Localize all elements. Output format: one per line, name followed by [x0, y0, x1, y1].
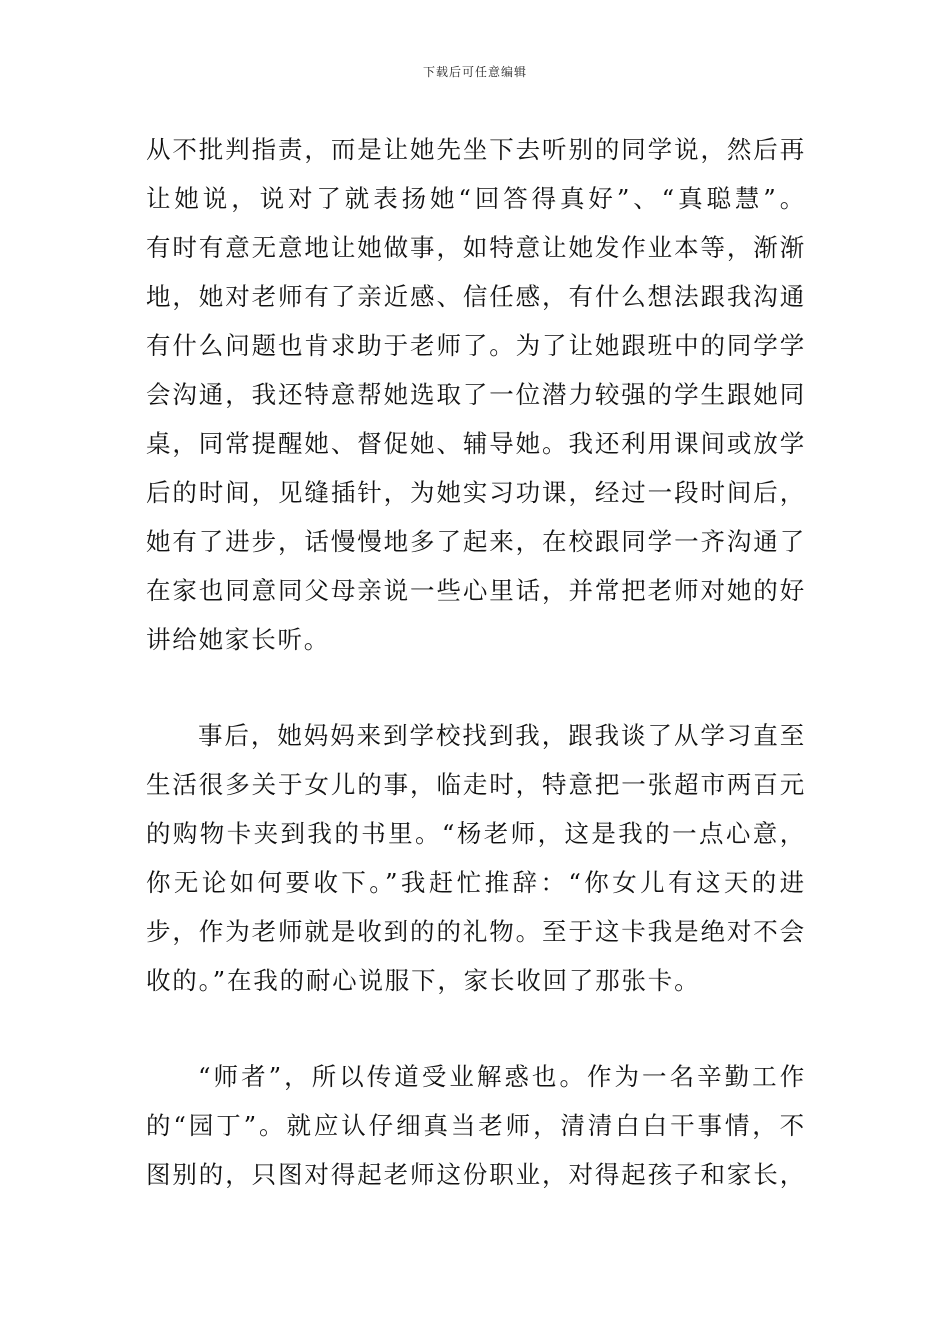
- paragraph-2-line-3: 的购物卡夹到我的书里。“杨老师，这是我的一点心意，: [146, 819, 806, 848]
- paragraph-1-line-11: 讲给她家长听。: [146, 625, 331, 654]
- page-header: 下载后可任意编辑: [422, 65, 527, 79]
- paragraph-3-line-2: 的“园丁”。就应认仔细真当老师，清清白白干事情，不: [146, 1111, 806, 1140]
- paragraph-2-line-1: 事后，她妈妈来到学校找到我，跟我谈了从学习直至: [198, 721, 806, 750]
- paragraph-1-line-9: 她有了进步，话慢慢地多了起来，在校跟同学一齐沟通了: [146, 527, 806, 556]
- paragraph-2-line-6: 收的。”在我的耐心说服下，家长收回了那张卡。: [146, 966, 701, 995]
- paragraph-1-line-5: 有什么问题也肯求助于老师了。为了让她跟班中的同学学: [146, 331, 806, 360]
- paragraph-3-line-3: 图别的，只图对得起老师这份职业，对得起孩子和家长，: [146, 1160, 806, 1189]
- paragraph-1-line-4: 地，她对老师有了亲近感、信任感，有什么想法跟我沟通: [146, 282, 806, 311]
- paragraph-1-line-3: 有时有意无意地让她做事，如特意让她发作业本等，渐渐: [146, 233, 806, 262]
- paragraph-2-line-4: 你无论如何要收下。”我赶忙推辞：“你女儿有这天的进: [146, 868, 806, 897]
- paragraph-3-line-1: “师者”，所以传道受业解惑也。作为一名辛勤工作: [198, 1062, 806, 1091]
- paragraph-1-line-1: 从不批判指责，而是让她先坐下去听别的同学说，然后再: [146, 135, 806, 164]
- paragraph-1-line-7: 桌，同常提醒她、督促她、辅导她。我还利用课间或放学: [146, 429, 806, 458]
- paragraph-1-line-6: 会沟通，我还特意帮她选取了一位潜力较强的学生跟她同: [146, 380, 806, 409]
- paragraph-1-line-10: 在家也同意同父母亲说一些心里话，并常把老师对她的好: [146, 576, 806, 605]
- paragraph-1-line-2: 让她说，说对了就表扬她“回答得真好”、“真聪慧”。: [146, 184, 806, 213]
- paragraph-2-line-2: 生活很多关于女儿的事，临走时，特意把一张超市两百元: [146, 770, 806, 799]
- paragraph-1-line-8: 后的时间，见缝插针，为她实习功课，经过一段时间后，: [146, 478, 806, 507]
- paragraph-2-line-5: 步，作为老师就是收到的的礼物。至于这卡我是绝对不会: [146, 917, 806, 946]
